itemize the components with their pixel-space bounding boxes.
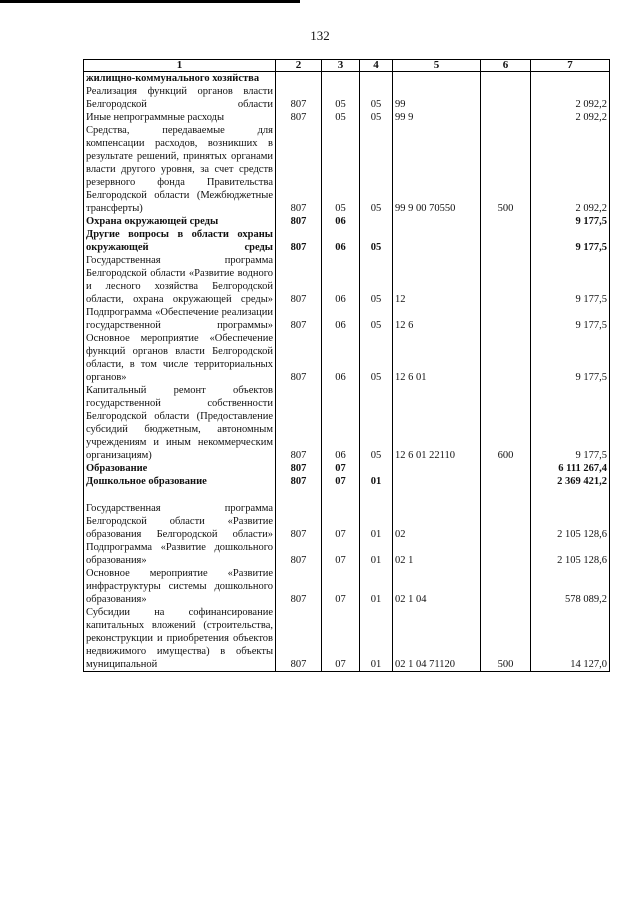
line-item-name: Реализация функций органов власти Белгородской области [84,85,276,111]
target-article-code [393,462,481,475]
top-rule [0,0,300,3]
column-header: 3 [322,60,360,72]
target-article-code: 99 [393,85,481,111]
expense-type-code [481,541,531,567]
line-item-name: Другие вопросы в области охраны окружающей среды [84,228,276,254]
expense-type-code [481,254,531,306]
amount-value: 9 177,5 [531,306,610,332]
amount-value: 2 092,2 [531,111,610,124]
subsection-code [360,72,393,86]
subsection-code: 01 [360,475,393,488]
section-code: 07 [322,462,360,475]
section-code: 05 [322,124,360,215]
target-article-code [393,72,481,86]
subsection-code: 05 [360,254,393,306]
expense-type-code [481,72,531,86]
target-article-code: 99 9 00 70550 [393,124,481,215]
section-code: 07 [322,502,360,541]
table-row [84,384,610,462]
section-code: 07 [322,541,360,567]
line-item-name: Подпрограмма «Развитие дошкольного образования» [84,541,276,567]
target-article-code: 02 1 04 [393,567,481,606]
amount-value: 2 092,2 [531,124,610,215]
column-header: 5 [393,60,481,72]
target-article-code: 12 6 01 22110 [393,384,481,462]
section-code: 06 [322,215,360,228]
budget-table [83,59,610,672]
expense-type-code: 600 [481,384,531,462]
table-header-row [84,60,610,72]
ministry-code: 807 [276,85,322,111]
ministry-code: 807 [276,541,322,567]
expense-type-code [481,85,531,111]
table-row [84,475,610,488]
amount-value: 9 177,5 [531,228,610,254]
expense-type-code [481,462,531,475]
section-code: 06 [322,332,360,384]
expense-type-code [481,567,531,606]
amount-value [531,72,610,86]
ministry-code: 807 [276,462,322,475]
table-row [84,606,610,672]
subsection-code: 01 [360,502,393,541]
table-row [84,502,610,541]
target-article-code: 99 9 [393,111,481,124]
line-item-name: Образование [84,462,276,475]
section-code: 07 [322,567,360,606]
ministry-code: 807 [276,332,322,384]
target-article-code [393,215,481,228]
expense-type-code [481,111,531,124]
table-row [84,111,610,124]
line-item-name: Основное мероприятие «Развитие инфраструктуры системы дошкольного образования» [84,567,276,606]
subsection-code [360,215,393,228]
line-item-name: Иные непрограммные расходы [84,111,276,124]
expense-type-code [481,306,531,332]
ministry-code: 807 [276,502,322,541]
subsection-code: 05 [360,332,393,384]
subsection-code: 05 [360,384,393,462]
subsection-code: 05 [360,111,393,124]
ministry-code [276,72,322,86]
section-code: 06 [322,254,360,306]
column-header: 7 [531,60,610,72]
subsection-code: 01 [360,567,393,606]
table-row [84,124,610,215]
table-row [84,215,610,228]
ministry-code: 807 [276,475,322,488]
expense-type-code [481,215,531,228]
amount-value: 2 105 128,6 [531,541,610,567]
section-code: 06 [322,384,360,462]
amount-value: 9 177,5 [531,384,610,462]
line-item-name: Подпрограмма «Обеспечение реализации государственной программы» [84,306,276,332]
target-article-code: 02 [393,502,481,541]
column-header: 6 [481,60,531,72]
section-code [322,72,360,86]
table-row [84,462,610,475]
ministry-code: 807 [276,384,322,462]
ministry-code: 807 [276,254,322,306]
target-article-code [393,228,481,254]
target-article-code: 02 1 [393,541,481,567]
table-row [84,228,610,254]
line-item-name: Охрана окружающей среды [84,215,276,228]
amount-value: 2 105 128,6 [531,502,610,541]
amount-value: 14 127,0 [531,606,610,672]
subsection-code: 05 [360,228,393,254]
table-row [84,72,610,86]
line-item-name: Капитальный ремонт объектов государственной собственности Белгородской области (Предоставление субсидий бюджетным, автономным учреждениям и иным некоммерческим организациям) [84,384,276,462]
subsection-code: 01 [360,541,393,567]
ministry-code: 807 [276,124,322,215]
expense-type-code [481,228,531,254]
line-item-name: Средства, передаваемые для компенсации расходов, возникших в результате решений, принятых органами власти другого уровня, за счет средств резервного фонда Правительства Белгородской области (Межбюджетные трансферты) [84,124,276,215]
ministry-code: 807 [276,111,322,124]
column-header: 1 [84,60,276,72]
target-article-code [393,475,481,488]
table-row [84,254,610,306]
section-code: 07 [322,606,360,672]
amount-value: 9 177,5 [531,332,610,384]
section-code: 06 [322,228,360,254]
target-article-code: 12 6 01 [393,332,481,384]
amount-value: 9 177,5 [531,254,610,306]
section-code: 05 [322,111,360,124]
amount-value: 2 369 421,2 [531,475,610,488]
table-row [84,85,610,111]
line-item-name: Субсидии на софинансирование капитальных вложений (строительства, реконструкции и приобретения объектов недвижимого имущества) в объекты муниципальной [84,606,276,672]
line-item-name: жилищно-коммунального хозяйства [84,72,276,86]
amount-value: 6 111 267,4 [531,462,610,475]
ministry-code: 807 [276,215,322,228]
column-header: 2 [276,60,322,72]
target-article-code: 02 1 04 71120 [393,606,481,672]
subsection-code: 05 [360,306,393,332]
column-header: 4 [360,60,393,72]
table-row [84,306,610,332]
expense-type-code [481,475,531,488]
expense-type-code: 500 [481,124,531,215]
table-row [84,567,610,606]
section-code: 05 [322,85,360,111]
line-item-name: Государственная программа Белгородской области «Развитие образования Белгородской области» [84,502,276,541]
amount-value: 578 089,2 [531,567,610,606]
ministry-code: 807 [276,306,322,332]
amount-value: 9 177,5 [531,215,610,228]
expense-type-code: 500 [481,606,531,672]
target-article-code: 12 6 [393,306,481,332]
target-article-code: 12 [393,254,481,306]
table-row [84,332,610,384]
ministry-code: 807 [276,606,322,672]
amount-value: 2 092,2 [531,85,610,111]
ministry-code: 807 [276,228,322,254]
subsection-code: 01 [360,606,393,672]
expense-type-code [481,502,531,541]
ministry-code: 807 [276,567,322,606]
line-item-name: Государственная программа Белгородской области «Развитие водного и лесного хозяйства Белгородской области, охрана окружающей среды» [84,254,276,306]
subsection-code [360,462,393,475]
line-item-name: Основное мероприятие «Обеспечение функций органов власти Белгородской области, в том числе территориальных органов» [84,332,276,384]
spacer-row [84,488,610,502]
subsection-code: 05 [360,124,393,215]
line-item-name: Дошкольное образование [84,475,276,488]
page-number: 132 [310,28,330,43]
section-code: 07 [322,475,360,488]
table-row [84,541,610,567]
expense-type-code [481,332,531,384]
subsection-code: 05 [360,85,393,111]
section-code: 06 [322,306,360,332]
